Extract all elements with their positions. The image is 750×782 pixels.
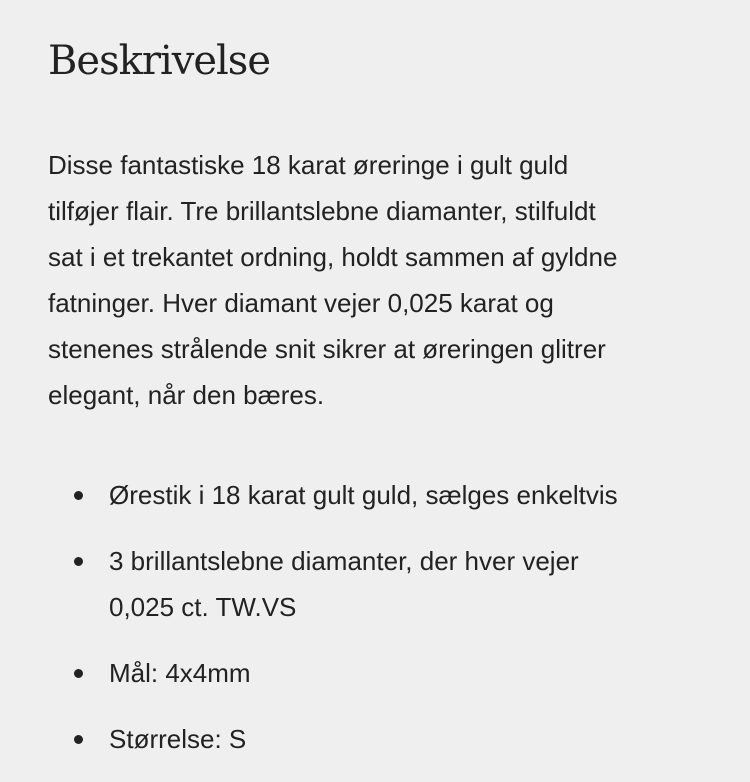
description-line: stenenes strålende snit sikrer at øreringen glitrer xyxy=(48,334,606,364)
feature-item xyxy=(0,650,618,696)
feature-text: 0,025 ct. TW.VS xyxy=(109,592,297,622)
feature-item xyxy=(0,716,618,762)
feature-list xyxy=(0,472,618,782)
description-line: elegant, når den bæres. xyxy=(48,380,325,410)
description-line: fatninger. Hver diamant vejer 0,025 karat og xyxy=(48,288,554,318)
description-line: Disse fantastiske 18 karat øreringe i gult guld xyxy=(48,150,569,180)
description-line: tilføjer flair. Tre brillantslebne diamanter, stilfuldt xyxy=(48,196,596,226)
feature-text: Størrelse: S xyxy=(109,724,247,754)
section-heading: Beskrivelse xyxy=(48,38,271,84)
bullet-icon xyxy=(74,669,83,678)
feature-text: Mål: 4x4mm xyxy=(109,658,251,688)
feature-item xyxy=(0,538,618,630)
bullet-icon xyxy=(74,735,83,744)
feature-text: 3 brillantslebne diamanter, der hver vejer xyxy=(109,546,579,576)
feature-text: Ørestik i 18 karat gult guld, sælges enkeltvis xyxy=(109,480,618,510)
description-paragraph xyxy=(48,142,617,418)
feature-item xyxy=(0,472,618,518)
description-line: sat i et trekantet ordning, holdt sammen af gyldne xyxy=(48,242,618,272)
bullet-icon xyxy=(74,557,83,566)
bullet-icon xyxy=(74,491,83,500)
